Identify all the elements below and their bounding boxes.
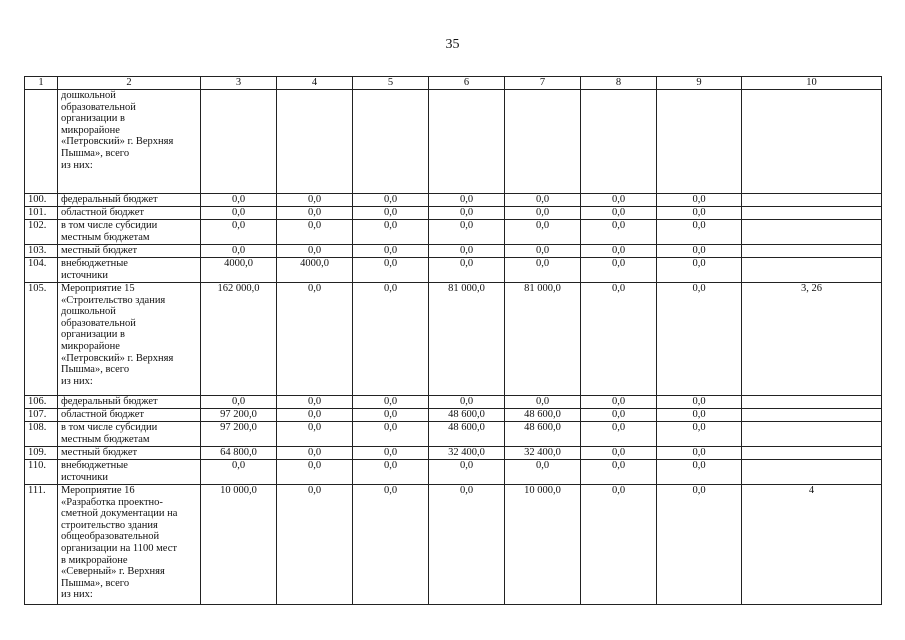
value-cell: 32 400,0 bbox=[429, 447, 505, 460]
value-cell: 0,0 bbox=[657, 447, 742, 460]
value-cell: 0,0 bbox=[429, 396, 505, 409]
value-cell: 0,0 bbox=[277, 207, 353, 220]
value-cell: 0,0 bbox=[277, 396, 353, 409]
value-cell: 0,0 bbox=[277, 447, 353, 460]
table-row bbox=[25, 220, 882, 245]
row-name-line: организации в bbox=[61, 329, 125, 341]
row-name-line: федеральный бюджет bbox=[61, 194, 158, 205]
row-name-line: «Строительство здания bbox=[61, 294, 166, 306]
column-header: 9 bbox=[657, 77, 742, 90]
row-name-line: «Северный» г. Верхняя bbox=[61, 566, 165, 578]
value-cell: 0,0 bbox=[581, 460, 657, 485]
continuation-row bbox=[25, 90, 882, 194]
row-name-line: областной бюджет bbox=[61, 409, 144, 420]
value-cell: 0,0 bbox=[353, 283, 429, 396]
value-cell: 81 000,0 bbox=[429, 283, 505, 396]
value-cell: 0,0 bbox=[657, 460, 742, 485]
value-cell: 0,0 bbox=[657, 485, 742, 605]
row-name-line: внебюджетные bbox=[61, 258, 128, 269]
column-header: 4 bbox=[277, 77, 353, 90]
column-header: 8 bbox=[581, 77, 657, 90]
value-cell: 0,0 bbox=[353, 485, 429, 605]
value-cell: 0,0 bbox=[581, 396, 657, 409]
value-cell: 48 600,0 bbox=[429, 422, 505, 447]
row-name-line: из них: bbox=[61, 375, 93, 387]
column-header: 6 bbox=[429, 77, 505, 90]
value-cell: 0,0 bbox=[353, 409, 429, 422]
row-name-line: организации на 1100 мест bbox=[61, 542, 177, 554]
table-row bbox=[25, 447, 882, 460]
row-number: 109. bbox=[25, 447, 58, 460]
value-cell: 0,0 bbox=[277, 194, 353, 207]
value-cell: 0,0 bbox=[277, 220, 353, 245]
row-name-line: Мероприятие 16 bbox=[61, 485, 135, 496]
row-number: 103. bbox=[25, 245, 58, 258]
value-cell: 0,0 bbox=[581, 485, 657, 605]
table-row bbox=[25, 283, 882, 396]
continuation-line: из них: bbox=[61, 159, 93, 171]
row-number: 100. bbox=[25, 194, 58, 207]
budget-table bbox=[24, 76, 882, 605]
value-cell: 0,0 bbox=[505, 396, 581, 409]
value-cell: 0,0 bbox=[657, 194, 742, 207]
table-row bbox=[25, 245, 882, 258]
reference-cell bbox=[742, 396, 882, 409]
row-number: 111. bbox=[25, 485, 58, 605]
value-cell: 0,0 bbox=[429, 194, 505, 207]
value-cell: 0,0 bbox=[581, 207, 657, 220]
table-row bbox=[25, 422, 882, 447]
value-cell: 0,0 bbox=[353, 422, 429, 447]
row-name-line: местный бюджет bbox=[61, 245, 138, 256]
reference-cell bbox=[742, 409, 882, 422]
value-cell: 0,0 bbox=[353, 194, 429, 207]
value-cell: 0,0 bbox=[657, 396, 742, 409]
row-number: 101. bbox=[25, 207, 58, 220]
value-cell: 0,0 bbox=[201, 207, 277, 220]
value-cell: 162 000,0 bbox=[201, 283, 277, 396]
row-name bbox=[58, 220, 201, 245]
value-cell: 10 000,0 bbox=[505, 485, 581, 605]
table-row bbox=[25, 396, 882, 409]
row-name-line: сметной документации на bbox=[61, 508, 178, 520]
value-cell: 0,0 bbox=[201, 245, 277, 258]
column-header: 7 bbox=[505, 77, 581, 90]
value-cell: 0,0 bbox=[201, 194, 277, 207]
row-name-line: Пышма», всего bbox=[61, 577, 130, 589]
row-name-line: дошкольной bbox=[61, 306, 116, 318]
row-name-line: микрорайоне bbox=[61, 340, 120, 352]
reference-cell bbox=[742, 258, 882, 283]
reference-cell bbox=[742, 207, 882, 220]
row-name-line: Пышма», всего bbox=[61, 364, 130, 376]
row-number: 106. bbox=[25, 396, 58, 409]
continuation-line: дошкольной bbox=[61, 90, 116, 101]
row-name bbox=[58, 245, 201, 258]
value-cell: 0,0 bbox=[657, 245, 742, 258]
table-row bbox=[25, 207, 882, 220]
row-number: 108. bbox=[25, 422, 58, 447]
value-cell: 0,0 bbox=[353, 207, 429, 220]
value-cell: 0,0 bbox=[353, 460, 429, 485]
value-cell: 0,0 bbox=[581, 245, 657, 258]
row-name bbox=[58, 447, 201, 460]
value-cell: 0,0 bbox=[505, 207, 581, 220]
value-cell: 97 200,0 bbox=[201, 409, 277, 422]
row-name-line: Мероприятие 15 bbox=[61, 283, 135, 294]
row-name-line: в том числе субсидии bbox=[61, 422, 158, 433]
value-cell: 0,0 bbox=[429, 485, 505, 605]
reference-cell bbox=[742, 422, 882, 447]
table-row bbox=[25, 460, 882, 485]
value-cell: 0,0 bbox=[657, 409, 742, 422]
row-name bbox=[58, 409, 201, 422]
reference-cell bbox=[742, 194, 882, 207]
row-name-line: «Петровский» г. Верхняя bbox=[61, 352, 174, 364]
column-header: 1 bbox=[25, 77, 58, 90]
row-name bbox=[58, 207, 201, 220]
value-cell: 0,0 bbox=[657, 258, 742, 283]
value-cell: 0,0 bbox=[277, 422, 353, 447]
reference-cell bbox=[742, 460, 882, 485]
value-cell: 97 200,0 bbox=[201, 422, 277, 447]
value-cell: 48 600,0 bbox=[505, 409, 581, 422]
column-header: 3 bbox=[201, 77, 277, 90]
row-number: 105. bbox=[25, 283, 58, 396]
value-cell: 0,0 bbox=[657, 283, 742, 396]
reference-cell bbox=[742, 245, 882, 258]
row-name-line: местный бюджет bbox=[61, 447, 138, 458]
value-cell: 0,0 bbox=[505, 460, 581, 485]
value-cell: 0,0 bbox=[581, 447, 657, 460]
header-row bbox=[25, 77, 882, 90]
row-name bbox=[58, 422, 201, 447]
row-name bbox=[58, 283, 201, 396]
column-header: 2 bbox=[58, 77, 201, 90]
value-cell: 64 800,0 bbox=[201, 447, 277, 460]
value-cell: 4000,0 bbox=[201, 258, 277, 283]
value-cell: 0,0 bbox=[429, 220, 505, 245]
value-cell: 0,0 bbox=[657, 207, 742, 220]
value-cell: 0,0 bbox=[429, 258, 505, 283]
row-name-line: федеральный бюджет bbox=[61, 396, 158, 407]
row-name-line: образовательной bbox=[61, 317, 136, 329]
row-name-line: источники bbox=[61, 471, 108, 483]
value-cell: 32 400,0 bbox=[505, 447, 581, 460]
value-cell: 0,0 bbox=[505, 258, 581, 283]
value-cell: 48 600,0 bbox=[429, 409, 505, 422]
row-name bbox=[58, 194, 201, 207]
row-name-line: в микрорайоне bbox=[61, 554, 128, 566]
value-cell: 0,0 bbox=[277, 283, 353, 396]
value-cell: 0,0 bbox=[277, 245, 353, 258]
column-header: 5 bbox=[353, 77, 429, 90]
continuation-line: микрорайоне bbox=[61, 124, 120, 136]
value-cell: 48 600,0 bbox=[505, 422, 581, 447]
table-row bbox=[25, 194, 882, 207]
row-number: 104. bbox=[25, 258, 58, 283]
value-cell: 0,0 bbox=[277, 409, 353, 422]
value-cell: 0,0 bbox=[657, 422, 742, 447]
column-header: 10 bbox=[742, 77, 882, 90]
value-cell: 10 000,0 bbox=[201, 485, 277, 605]
reference-cell: 3, 26 bbox=[742, 283, 882, 396]
row-name-line: областной бюджет bbox=[61, 207, 144, 218]
table-row bbox=[25, 485, 882, 605]
table-row bbox=[25, 258, 882, 283]
value-cell: 0,0 bbox=[201, 460, 277, 485]
value-cell: 0,0 bbox=[429, 245, 505, 258]
row-name-line: источники bbox=[61, 269, 108, 281]
row-name bbox=[58, 460, 201, 485]
row-number: 107. bbox=[25, 409, 58, 422]
row-name-line: местным бюджетам bbox=[61, 433, 150, 445]
value-cell: 0,0 bbox=[657, 220, 742, 245]
value-cell: 0,0 bbox=[353, 396, 429, 409]
value-cell: 81 000,0 bbox=[505, 283, 581, 396]
value-cell: 0,0 bbox=[353, 258, 429, 283]
row-number: 110. bbox=[25, 460, 58, 485]
table-row bbox=[25, 409, 882, 422]
row-name-line: «Разработка проектно- bbox=[61, 496, 163, 508]
table-body bbox=[25, 77, 882, 605]
row-name bbox=[58, 485, 201, 605]
continuation-line: «Петровский» г. Верхняя bbox=[61, 136, 174, 148]
row-name-line: местным бюджетам bbox=[61, 231, 150, 243]
page-number: 35 bbox=[445, 37, 460, 52]
row-name-line: из них: bbox=[61, 589, 93, 601]
value-cell: 0,0 bbox=[353, 245, 429, 258]
row-name bbox=[58, 258, 201, 283]
value-cell: 0,0 bbox=[277, 485, 353, 605]
continuation-line: Пышма», всего bbox=[61, 147, 130, 159]
value-cell: 0,0 bbox=[581, 194, 657, 207]
value-cell: 0,0 bbox=[429, 207, 505, 220]
row-name-line: внебюджетные bbox=[61, 460, 128, 471]
value-cell: 0,0 bbox=[505, 194, 581, 207]
value-cell: 0,0 bbox=[581, 220, 657, 245]
value-cell: 0,0 bbox=[353, 447, 429, 460]
value-cell: 0,0 bbox=[429, 460, 505, 485]
value-cell: 4000,0 bbox=[277, 258, 353, 283]
value-cell: 0,0 bbox=[581, 409, 657, 422]
value-cell: 0,0 bbox=[581, 422, 657, 447]
row-name-line: общеобразовательной bbox=[61, 531, 160, 543]
value-cell: 0,0 bbox=[581, 283, 657, 396]
value-cell: 0,0 bbox=[201, 220, 277, 245]
row-name-line: строительство здания bbox=[61, 519, 158, 531]
value-cell: 0,0 bbox=[353, 220, 429, 245]
value-cell: 0,0 bbox=[277, 460, 353, 485]
value-cell: 0,0 bbox=[505, 220, 581, 245]
value-cell: 0,0 bbox=[581, 258, 657, 283]
reference-cell: 4 bbox=[742, 485, 882, 605]
continuation-line: организации в bbox=[61, 113, 125, 125]
continuation-cell bbox=[58, 90, 201, 194]
reference-cell bbox=[742, 220, 882, 245]
continuation-line: образовательной bbox=[61, 101, 136, 113]
row-number: 102. bbox=[25, 220, 58, 245]
reference-cell bbox=[742, 447, 882, 460]
row-name bbox=[58, 396, 201, 409]
value-cell: 0,0 bbox=[201, 396, 277, 409]
row-name-line: в том числе субсидии bbox=[61, 220, 158, 231]
value-cell: 0,0 bbox=[505, 245, 581, 258]
